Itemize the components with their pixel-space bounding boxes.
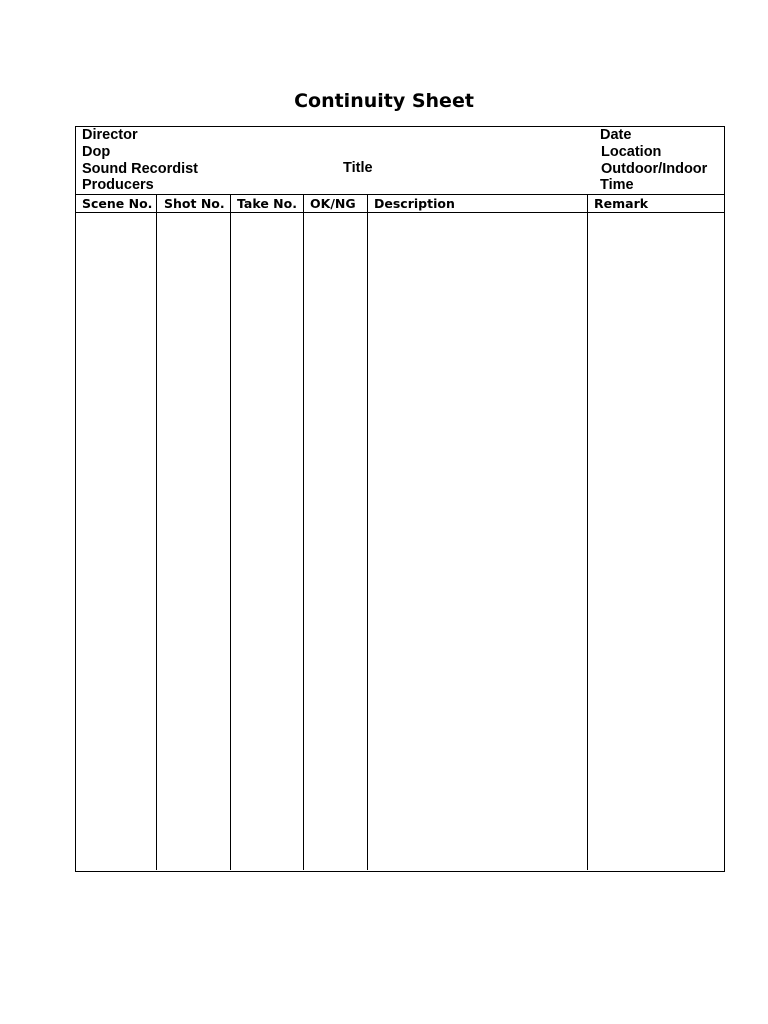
title-label: Title [343, 160, 373, 176]
info-right-labels [600, 127, 707, 194]
column-header-ok-ng: OK/NG [310, 196, 356, 211]
date-label: Date [600, 127, 632, 143]
info-left-labels [82, 127, 198, 194]
column-header-remark: Remark [594, 196, 649, 211]
page-title: Continuity Sheet [294, 90, 474, 112]
column-divider [156, 195, 157, 870]
column-divider [587, 195, 588, 870]
column-divider [367, 195, 368, 870]
column-header-description: Description [374, 196, 455, 211]
column-divider [230, 195, 231, 870]
column-header-take-no: Take No. [237, 196, 297, 211]
dop-label: Dop [82, 143, 111, 160]
sound-recordist-label: Sound Recordist [82, 160, 199, 177]
column-divider [303, 195, 304, 870]
director-label: Director [82, 127, 138, 143]
producers-label: Producers [82, 177, 154, 194]
outdoor-indoor-label: Outdoor/Indoor [601, 160, 708, 177]
sheet-info-header [76, 127, 724, 195]
time-label: Time [600, 177, 634, 194]
location-label: Location [601, 143, 662, 160]
continuity-table [75, 126, 725, 872]
column-header-shot-no: Shot No. [164, 196, 225, 211]
table-header-row [76, 195, 724, 213]
column-header-scene-no: Scene No. [82, 196, 153, 211]
